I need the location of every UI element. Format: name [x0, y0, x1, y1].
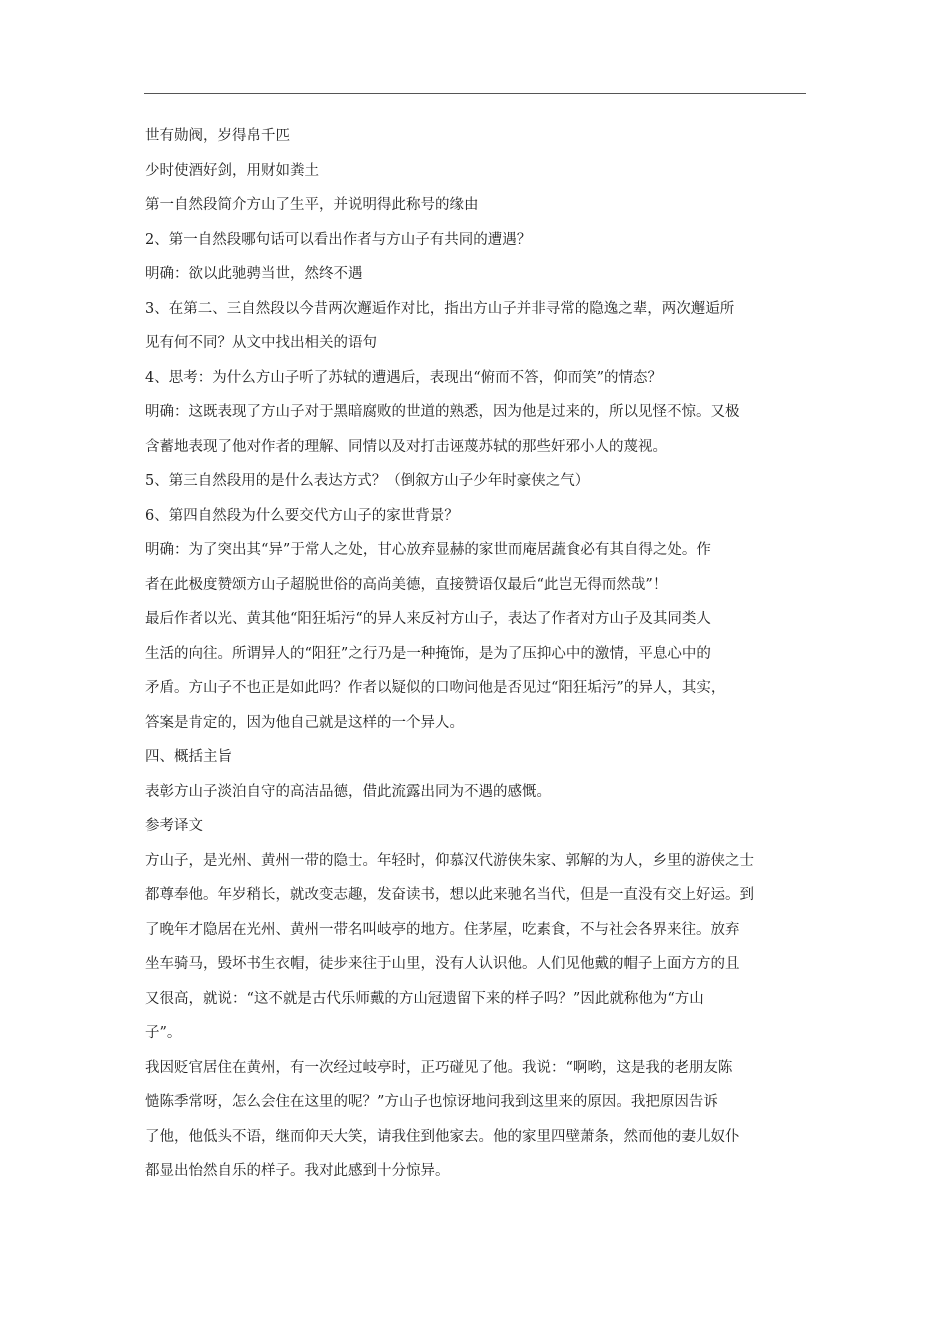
question-line: 6、第四自然段为什么要交代方山子的家世背景？ — [145, 507, 459, 524]
question-line: 2、第一自然段哪句话可以看出作者与方山子有共同的遭遇？ — [145, 231, 532, 248]
translation-line: 都显出怡然自乐的样子。我对此感到十分惊异。 — [145, 1163, 450, 1179]
text-line: 第一自然段简介方山了生平，并说明得此称号的缘由 — [145, 197, 479, 213]
header-rule — [144, 93, 806, 94]
question-line: 5、第三自然段用的是什么表达方式？（倒叙方山子少年时豪侠之气） — [145, 473, 590, 489]
translation-line: 又很高，就说：“这不就是古代乐师戴的方山冠遗留下来的样子吗？”因此就称他为“方山 — [145, 990, 704, 1007]
text-line: 表彰方山子淡泊自守的高洁品德，借此流露出同为不遇的感慨。 — [145, 783, 551, 800]
text-line: 答案是肯定的，因为他自己就是这样的一个异人。 — [145, 714, 464, 731]
translation-line: 我因贬官居住在黄州，有一次经过岐亭时，正巧碰见了他。我说：“啊哟，这是我的老朋友陈 — [145, 1059, 733, 1076]
question-line: 3、在第二、三自然段以今昔两次邂逅作对比，指出方山子并非寻常的隐逸之辈，两次邂逅所 — [145, 300, 735, 317]
text-line: 矛盾。方山子不也正是如此吗？作者以疑似的口吻问他是否见过“阳狂垢污”的异人，其实， — [145, 680, 726, 696]
answer-line: 明确：欲以此驰骋当世，然终不遇 — [145, 266, 363, 282]
translation-line: 方山子，是光州、黄州一带的隐士。年轻时，仰慕汉代游侠朱家、郭解的为人，乡里的游侠之士 — [145, 852, 754, 869]
question-line: 4、思考：为什么方山子听了苏轼的遭遇后，表现出“俯而不答，仰而笑”的情态？ — [145, 369, 663, 386]
answer-line: 者在此极度赞颂方山子超脱世俗的高尚美德，直接赞语仅最后“此岂无得而然哉”！ — [145, 576, 668, 593]
translation-line: 坐车骑马，毁坏书生衣帽，徒步来往于山里，没有人认识他。人们见他戴的帽子上面方方的且 — [145, 956, 740, 972]
text-line: 最后作者以光、黄其他“阳狂垢污“的异人来反衬方山子，表达了作者对方山子及其同类人 — [145, 611, 711, 627]
text-line: 少时使酒好剑，用财如粪土 — [145, 162, 319, 179]
section-heading: 参考译文 — [145, 818, 203, 834]
translation-line: 了晚年才隐居在光州、黄州一带名叫岐亭的地方。住茅屋，吃素食，不与社会各界来往。放弃 — [145, 921, 740, 938]
answer-line: 明确：这既表现了方山子对于黑暗腐败的世道的熟悉，因为他是过来的，所以见怪不惊。又极 — [145, 404, 740, 420]
answer-line: 含蓄地表现了他对作者的理解、同情以及对打击诬蔑苏轼的那些奸邪小人的蔑视。 — [145, 438, 667, 455]
question-line: 见有何不同？从文中找出相关的语句 — [145, 335, 377, 351]
translation-line: 都尊奉他。年岁稍长，就改变志趣，发奋读书，想以此来驰名当代，但是一直没有交上好运。到 — [145, 887, 754, 903]
translation-line: 慥陈季常呀，怎么会住在这里的呢？”方山子也惊讶地问我到这里来的原因。我把原因告诉 — [145, 1094, 718, 1110]
text-line: 世有勋阀，岁得帛千匹 — [145, 128, 290, 144]
translation-line: 子”。 — [145, 1025, 182, 1041]
answer-line: 明确：为了突出其“异”于常人之处，甘心放弃显赫的家世而庵居蔬食必有其自得之处。作 — [145, 542, 711, 558]
section-heading: 四、概括主旨 — [145, 749, 232, 765]
document-body — [145, 124, 817, 1194]
text-line: 生活的向往。所谓异人的“阳狂”之行乃是一种掩饰，是为了压抑心中的激情，平息心中的 — [145, 645, 711, 662]
translation-line: 了他，他低头不语，继而仰天大笑，请我住到他家去。他的家里四壁萧条，然而他的妻儿奴仆 — [145, 1128, 740, 1145]
